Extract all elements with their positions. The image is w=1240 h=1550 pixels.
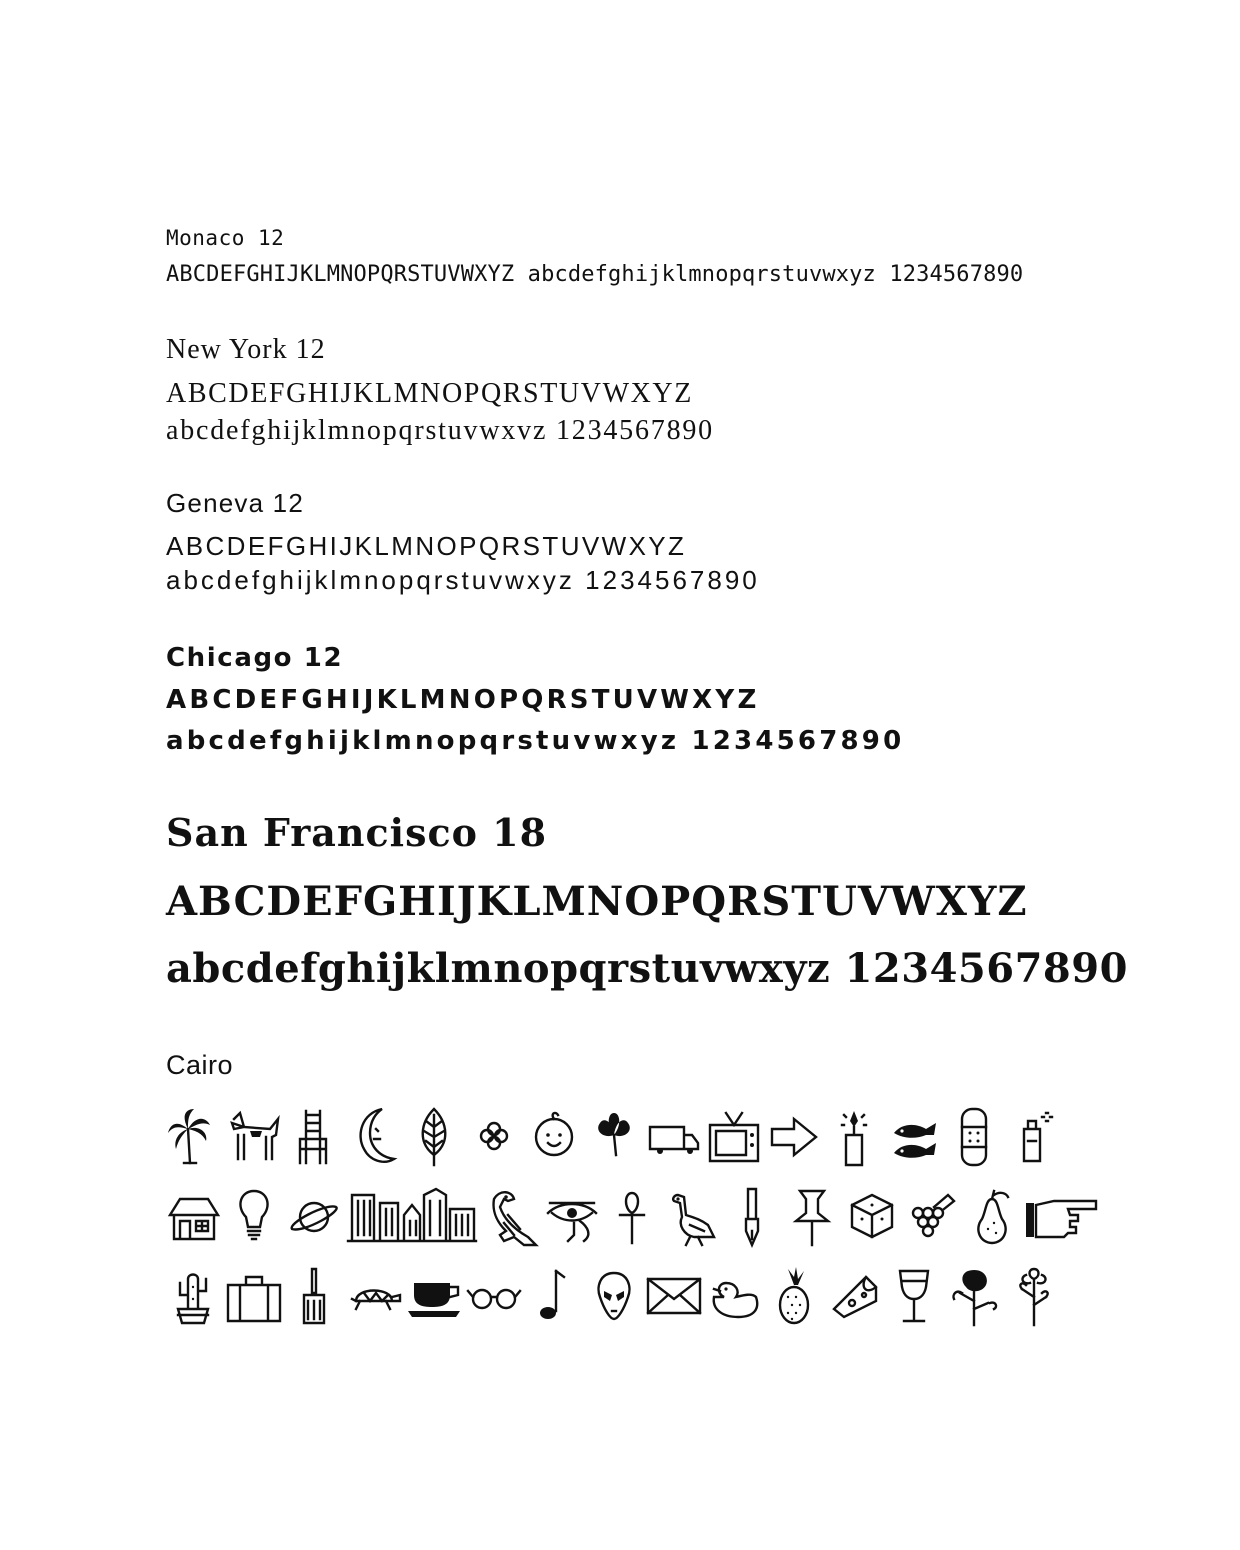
- cairo-font-title: Cairo: [166, 1050, 234, 1080]
- turtle-icon: [346, 1265, 402, 1329]
- pushpin-icon: [784, 1185, 840, 1249]
- goose-icon: [664, 1185, 720, 1249]
- clover-icon: [586, 1105, 642, 1169]
- pen-nib-icon: [724, 1185, 780, 1249]
- candle-icon: [826, 1105, 882, 1169]
- monaco-sample-line: ABCDEFGHIJKLMNOPQRSTUVWXYZ abcdefghijklmnopqrstuvwxyz 1234567890: [166, 262, 1024, 287]
- coffee-cup-icon: [406, 1265, 462, 1329]
- bandage-icon: [946, 1105, 1002, 1169]
- new-york-lowercase-line: abcdefghijklmnopqrstuvwxvz 1234567890: [166, 415, 714, 446]
- new-york-uppercase-line: ABCDEFGHIJKLMNOPQRSTUVWXYZ: [166, 378, 693, 409]
- arrow-icon: [766, 1105, 822, 1169]
- cheese-icon: [826, 1265, 882, 1329]
- wine-glass-icon: [886, 1265, 942, 1329]
- city-skyline-icon: [346, 1185, 480, 1249]
- palm-tree-icon: [166, 1105, 222, 1169]
- flower-icon: [466, 1105, 522, 1169]
- chicago-font-title: Chicago 12: [166, 643, 344, 673]
- rubber-duck-icon: [706, 1265, 762, 1329]
- glasses-icon: [466, 1265, 522, 1329]
- fish-icon: [886, 1105, 942, 1169]
- san-francisco-uppercase-line: ABCDEFGHIJKLMNOPQRSTUVWXYZ: [166, 878, 1028, 925]
- house-icon: [166, 1185, 222, 1249]
- lightbulb-icon: [226, 1185, 282, 1249]
- chicago-lowercase-line: abcdefghijklmnopqrstuvwxyz 1234567890: [166, 726, 905, 756]
- planet-icon: [286, 1185, 342, 1249]
- geneva-font-title: Geneva 12: [166, 488, 305, 518]
- baby-face-icon: [526, 1105, 582, 1169]
- envelope-icon: [646, 1265, 702, 1329]
- san-francisco-lowercase-line: abcdefghijklmnopqrstuvwxyz 1234567890: [166, 945, 1128, 992]
- moon-icon: [346, 1105, 402, 1169]
- cactus-icon: [166, 1265, 222, 1329]
- chair-icon: [286, 1105, 342, 1169]
- truck-icon: [646, 1105, 702, 1169]
- pear-icon: [964, 1185, 1020, 1249]
- pineapple-icon: [766, 1265, 822, 1329]
- rose-icon: [946, 1265, 1002, 1329]
- geneva-lowercase-line: abcdefghijklmnopqrstuvwxyz 1234567890: [166, 565, 760, 595]
- music-note-icon: [526, 1265, 582, 1329]
- paintbrush-icon: [286, 1265, 342, 1329]
- eagle-icon: [484, 1185, 540, 1249]
- flower-stem-icon: [1006, 1265, 1062, 1329]
- dog-icon: [226, 1105, 282, 1169]
- grapes-icon: [904, 1185, 960, 1249]
- eye-of-horus-icon: [544, 1185, 600, 1249]
- geneva-uppercase-line: ABCDEFGHIJKLMNOPQRSTUVWXYZ: [166, 531, 687, 561]
- briefcase-icon: [226, 1265, 282, 1329]
- ankh-icon: [604, 1185, 660, 1249]
- television-icon: [706, 1105, 762, 1169]
- spray-can-icon: [1006, 1105, 1062, 1169]
- monaco-font-title: Monaco 12: [166, 226, 285, 250]
- pointing-hand-icon: [1024, 1185, 1100, 1249]
- leaf-icon: [406, 1105, 462, 1169]
- new-york-font-title: New York 12: [166, 334, 326, 365]
- chicago-uppercase-line: ABCDEFGHIJKLMNOPQRSTUVWXYZ: [166, 685, 760, 715]
- cube-icon: [844, 1185, 900, 1249]
- alien-icon: [586, 1265, 642, 1329]
- san-francisco-font-title: San Francisco 18: [166, 810, 548, 855]
